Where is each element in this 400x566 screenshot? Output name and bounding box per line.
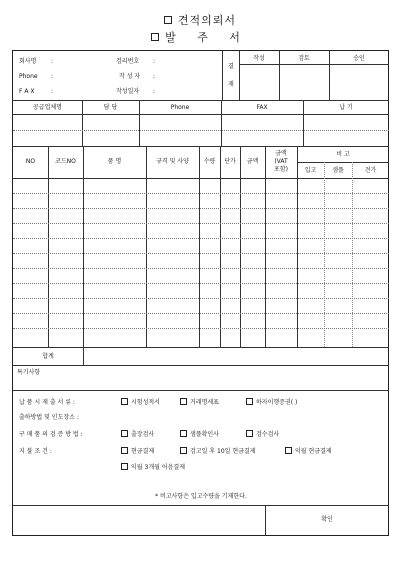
title-checkbox-icon: [151, 33, 159, 41]
purchase-label: 구 매 품 의 검 증 방 법 :: [19, 431, 83, 438]
total-label: 합계: [42, 353, 54, 360]
item-amount-vat-header: 금액: [275, 150, 287, 157]
title-order-text: 발 주 서: [165, 31, 249, 44]
approval-col-approve: 승인: [353, 55, 365, 62]
item-row-line: [13, 208, 389, 209]
checkbox-icon[interactable]: [180, 430, 187, 437]
section-divider: [13, 365, 389, 366]
checkbox-icon[interactable]: [121, 463, 128, 470]
section-divider: [13, 178, 389, 179]
item-row-line: [13, 268, 389, 269]
approval-label-bottom: 재: [228, 81, 234, 88]
supplier-phone-header: Phone: [170, 104, 190, 111]
item-col-divider: [199, 146, 200, 347]
item-row-line: [13, 238, 389, 239]
colon: :: [51, 88, 54, 95]
checkbox-icon[interactable]: [285, 447, 292, 454]
note-sub-estimate: 견가: [364, 167, 377, 174]
author-label: 작 성 자: [119, 73, 141, 80]
item-amount-header: 금액: [246, 158, 259, 165]
item-col-divider: [352, 162, 353, 347]
supplier-delivery-header: 납 기: [339, 104, 353, 111]
item-col-divider: [146, 146, 147, 347]
approval-divider: [222, 51, 223, 100]
checkbox-icon[interactable]: [121, 430, 128, 437]
item-col-divider: [240, 146, 241, 347]
section-divider: [13, 390, 389, 391]
colon: :: [153, 73, 156, 80]
note-sub-divider: [297, 162, 389, 163]
section-divider: [13, 146, 389, 147]
item-col-divider: [83, 146, 84, 365]
date-label: 작성일자: [116, 88, 140, 95]
confirm-label: 확인: [321, 516, 333, 523]
checkbox-icon[interactable]: [121, 447, 128, 454]
payment-option-next-month[interactable]: 익월 현금결제: [285, 448, 332, 455]
item-row-line: [13, 283, 389, 284]
item-col-divider: [220, 146, 221, 347]
remarks-label: 특기사항: [17, 369, 41, 376]
payment-label: 지 불 조 건 :: [19, 448, 52, 455]
form-title-purchase-order: [0, 29, 400, 45]
note-sub-sample: 샘플: [332, 167, 344, 174]
purchase-option-inspection[interactable]: 검수검사: [246, 431, 279, 438]
supplier-contact-header: 담 당: [103, 104, 118, 111]
row-divider: [13, 130, 389, 131]
payment-option-cash[interactable]: 현금결제: [121, 448, 154, 455]
fax-label: F A X: [19, 88, 35, 95]
title-quotation-text: 견적의뢰서: [177, 14, 237, 27]
checkbox-icon[interactable]: [246, 430, 253, 437]
note-sub-receipt: 입고: [304, 167, 317, 174]
footnote: * 비고사항은 입고수량을 기재한다.: [155, 493, 247, 500]
docs-option-warranty[interactable]: 하자이행증권( ): [246, 399, 297, 406]
item-row-line: [13, 313, 389, 314]
docs-option-statement[interactable]: 거래명세표: [180, 399, 219, 406]
item-name-header: 품 명: [107, 158, 122, 165]
approval-label-top: 결: [228, 63, 234, 70]
order-form: [12, 50, 389, 536]
total-divider: [13, 347, 389, 348]
purchase-option-sample[interactable]: 샘플확인사: [180, 431, 219, 438]
item-unit-price-header: 단가: [224, 158, 236, 165]
supplier-name-header: 공급업체명: [33, 104, 62, 111]
item-row-line: [13, 328, 389, 329]
item-row-line: [13, 193, 389, 194]
row-divider: [13, 114, 389, 115]
checkbox-icon[interactable]: [180, 398, 187, 405]
payment-option-note-3m[interactable]: 익월 3개월 어음결제: [121, 464, 185, 471]
company-label: 회사명: [19, 58, 37, 65]
colon: :: [153, 58, 156, 65]
reg-no-label: 검리번호: [116, 58, 140, 65]
item-col-divider: [324, 162, 325, 347]
place-label: 출하방법 및 인도장소 :: [19, 414, 79, 421]
section-divider: [13, 505, 389, 506]
item-note-header: 비 고: [336, 151, 350, 158]
form-title-quotation: [0, 12, 400, 28]
item-spec-header: 규격 및 사양: [156, 158, 189, 165]
supplier-fax-header: FAX: [256, 104, 268, 111]
payment-option-10days[interactable]: 검고일 후 10일 현금결제: [180, 448, 256, 455]
item-row-line: [13, 298, 389, 299]
approval-col-review: 검토: [298, 55, 310, 62]
docs-option-test-report[interactable]: 시험성적서: [121, 399, 160, 406]
item-amount-vat-header: 포함): [274, 166, 288, 173]
section-divider: [13, 100, 389, 101]
item-code-header: 코드NO: [55, 158, 76, 165]
item-col-divider: [48, 146, 49, 347]
colon: :: [153, 88, 156, 95]
approval-divider: [239, 64, 389, 65]
item-row-line: [13, 253, 389, 254]
item-qty-header: 수량: [203, 158, 216, 165]
item-col-divider: [297, 146, 298, 347]
checkbox-icon[interactable]: [246, 398, 253, 405]
phone-label: Phone: [19, 73, 38, 80]
colon: :: [51, 73, 54, 80]
approval-col-draft: 작성: [253, 55, 265, 62]
item-amount-vat-header: (VAT: [274, 158, 288, 165]
docs-label: 납 품 시 제 출 서 류 :: [19, 399, 75, 406]
item-col-divider: [265, 146, 266, 347]
item-row-line: [13, 223, 389, 224]
colon: :: [51, 58, 54, 65]
purchase-option-onsite[interactable]: 출장검사: [121, 431, 154, 438]
title-checkbox-icon: [164, 16, 172, 24]
item-no-header: NO: [25, 158, 36, 165]
checkbox-icon[interactable]: [180, 447, 187, 454]
checkbox-icon[interactable]: [121, 398, 128, 405]
